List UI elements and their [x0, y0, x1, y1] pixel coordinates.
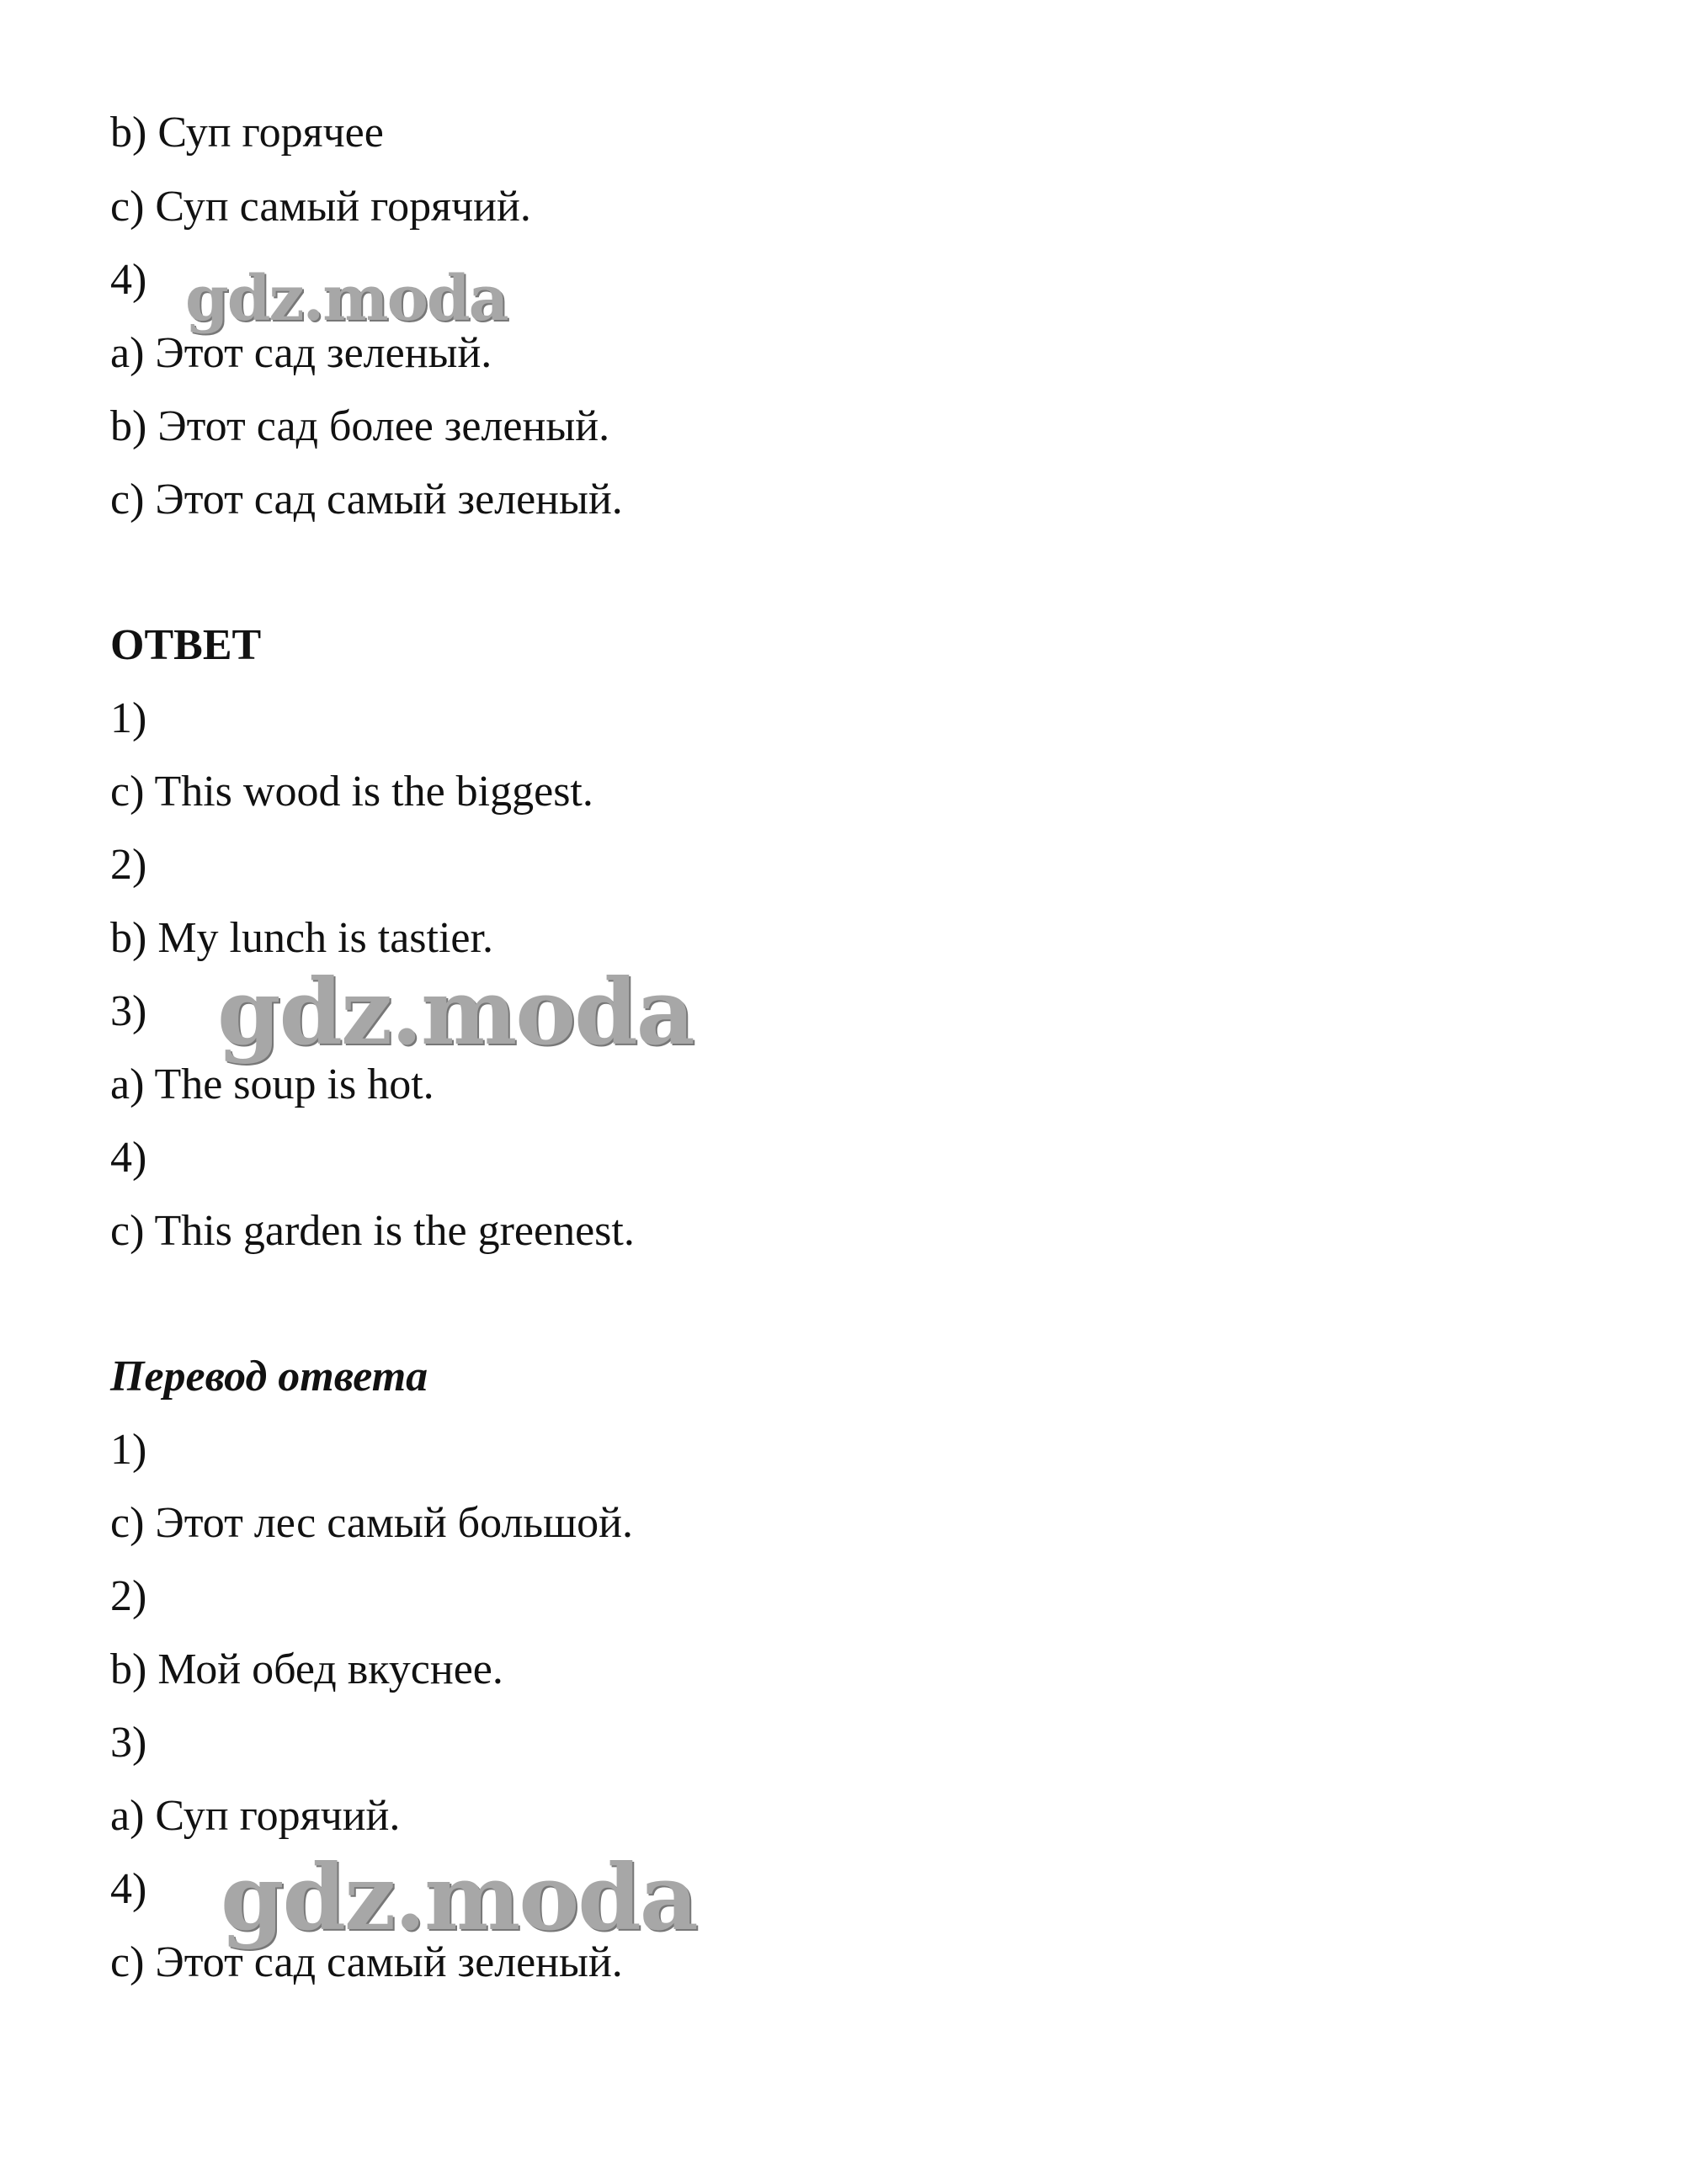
question-number-4: 4) [110, 256, 147, 304]
translation-heading: Перевод ответа [110, 1353, 428, 1401]
option-c-soup-hottest: c) Суп самый горячий. [110, 183, 531, 231]
answer-number-4: 4) [110, 1134, 147, 1182]
translation-number-4: 4) [110, 1865, 147, 1913]
answer-1-text: c) This wood is the biggest. [110, 768, 593, 816]
answer-number-2: 2) [110, 841, 147, 889]
translation-number-2: 2) [110, 1572, 147, 1620]
answer-3-text: a) The soup is hot. [110, 1060, 434, 1108]
answer-4-text: c) This garden is the greenest. [110, 1207, 635, 1255]
translation-4-text: c) Этот сад самый зеленый. [110, 1938, 623, 1986]
translation-number-3: 3) [110, 1719, 147, 1767]
answer-number-1: 1) [110, 694, 147, 742]
translation-2-text: b) Мой обед вкуснее. [110, 1645, 503, 1693]
translation-1-text: c) Этот лес самый большой. [110, 1499, 633, 1547]
option-a-garden-green: a) Этот сад зеленый. [110, 329, 492, 377]
option-b-soup-hotter: b) Суп горячее [110, 109, 384, 157]
translation-3-text: a) Суп горячий. [110, 1792, 401, 1840]
translation-number-1: 1) [110, 1426, 147, 1474]
option-c-garden-greenest: c) Этот сад самый зеленый. [110, 476, 623, 524]
answer-heading: ОТВЕТ [110, 621, 262, 669]
watermark-logo: gdz.moda [221, 1845, 697, 1951]
watermark-logo: gdz.moda [185, 263, 508, 335]
watermark-logo: gdz.moda [217, 959, 694, 1066]
option-b-garden-greener: b) Этот сад более зеленый. [110, 402, 610, 450]
answer-2-text: b) My lunch is tastier. [110, 914, 493, 962]
answer-number-3: 3) [110, 987, 147, 1035]
